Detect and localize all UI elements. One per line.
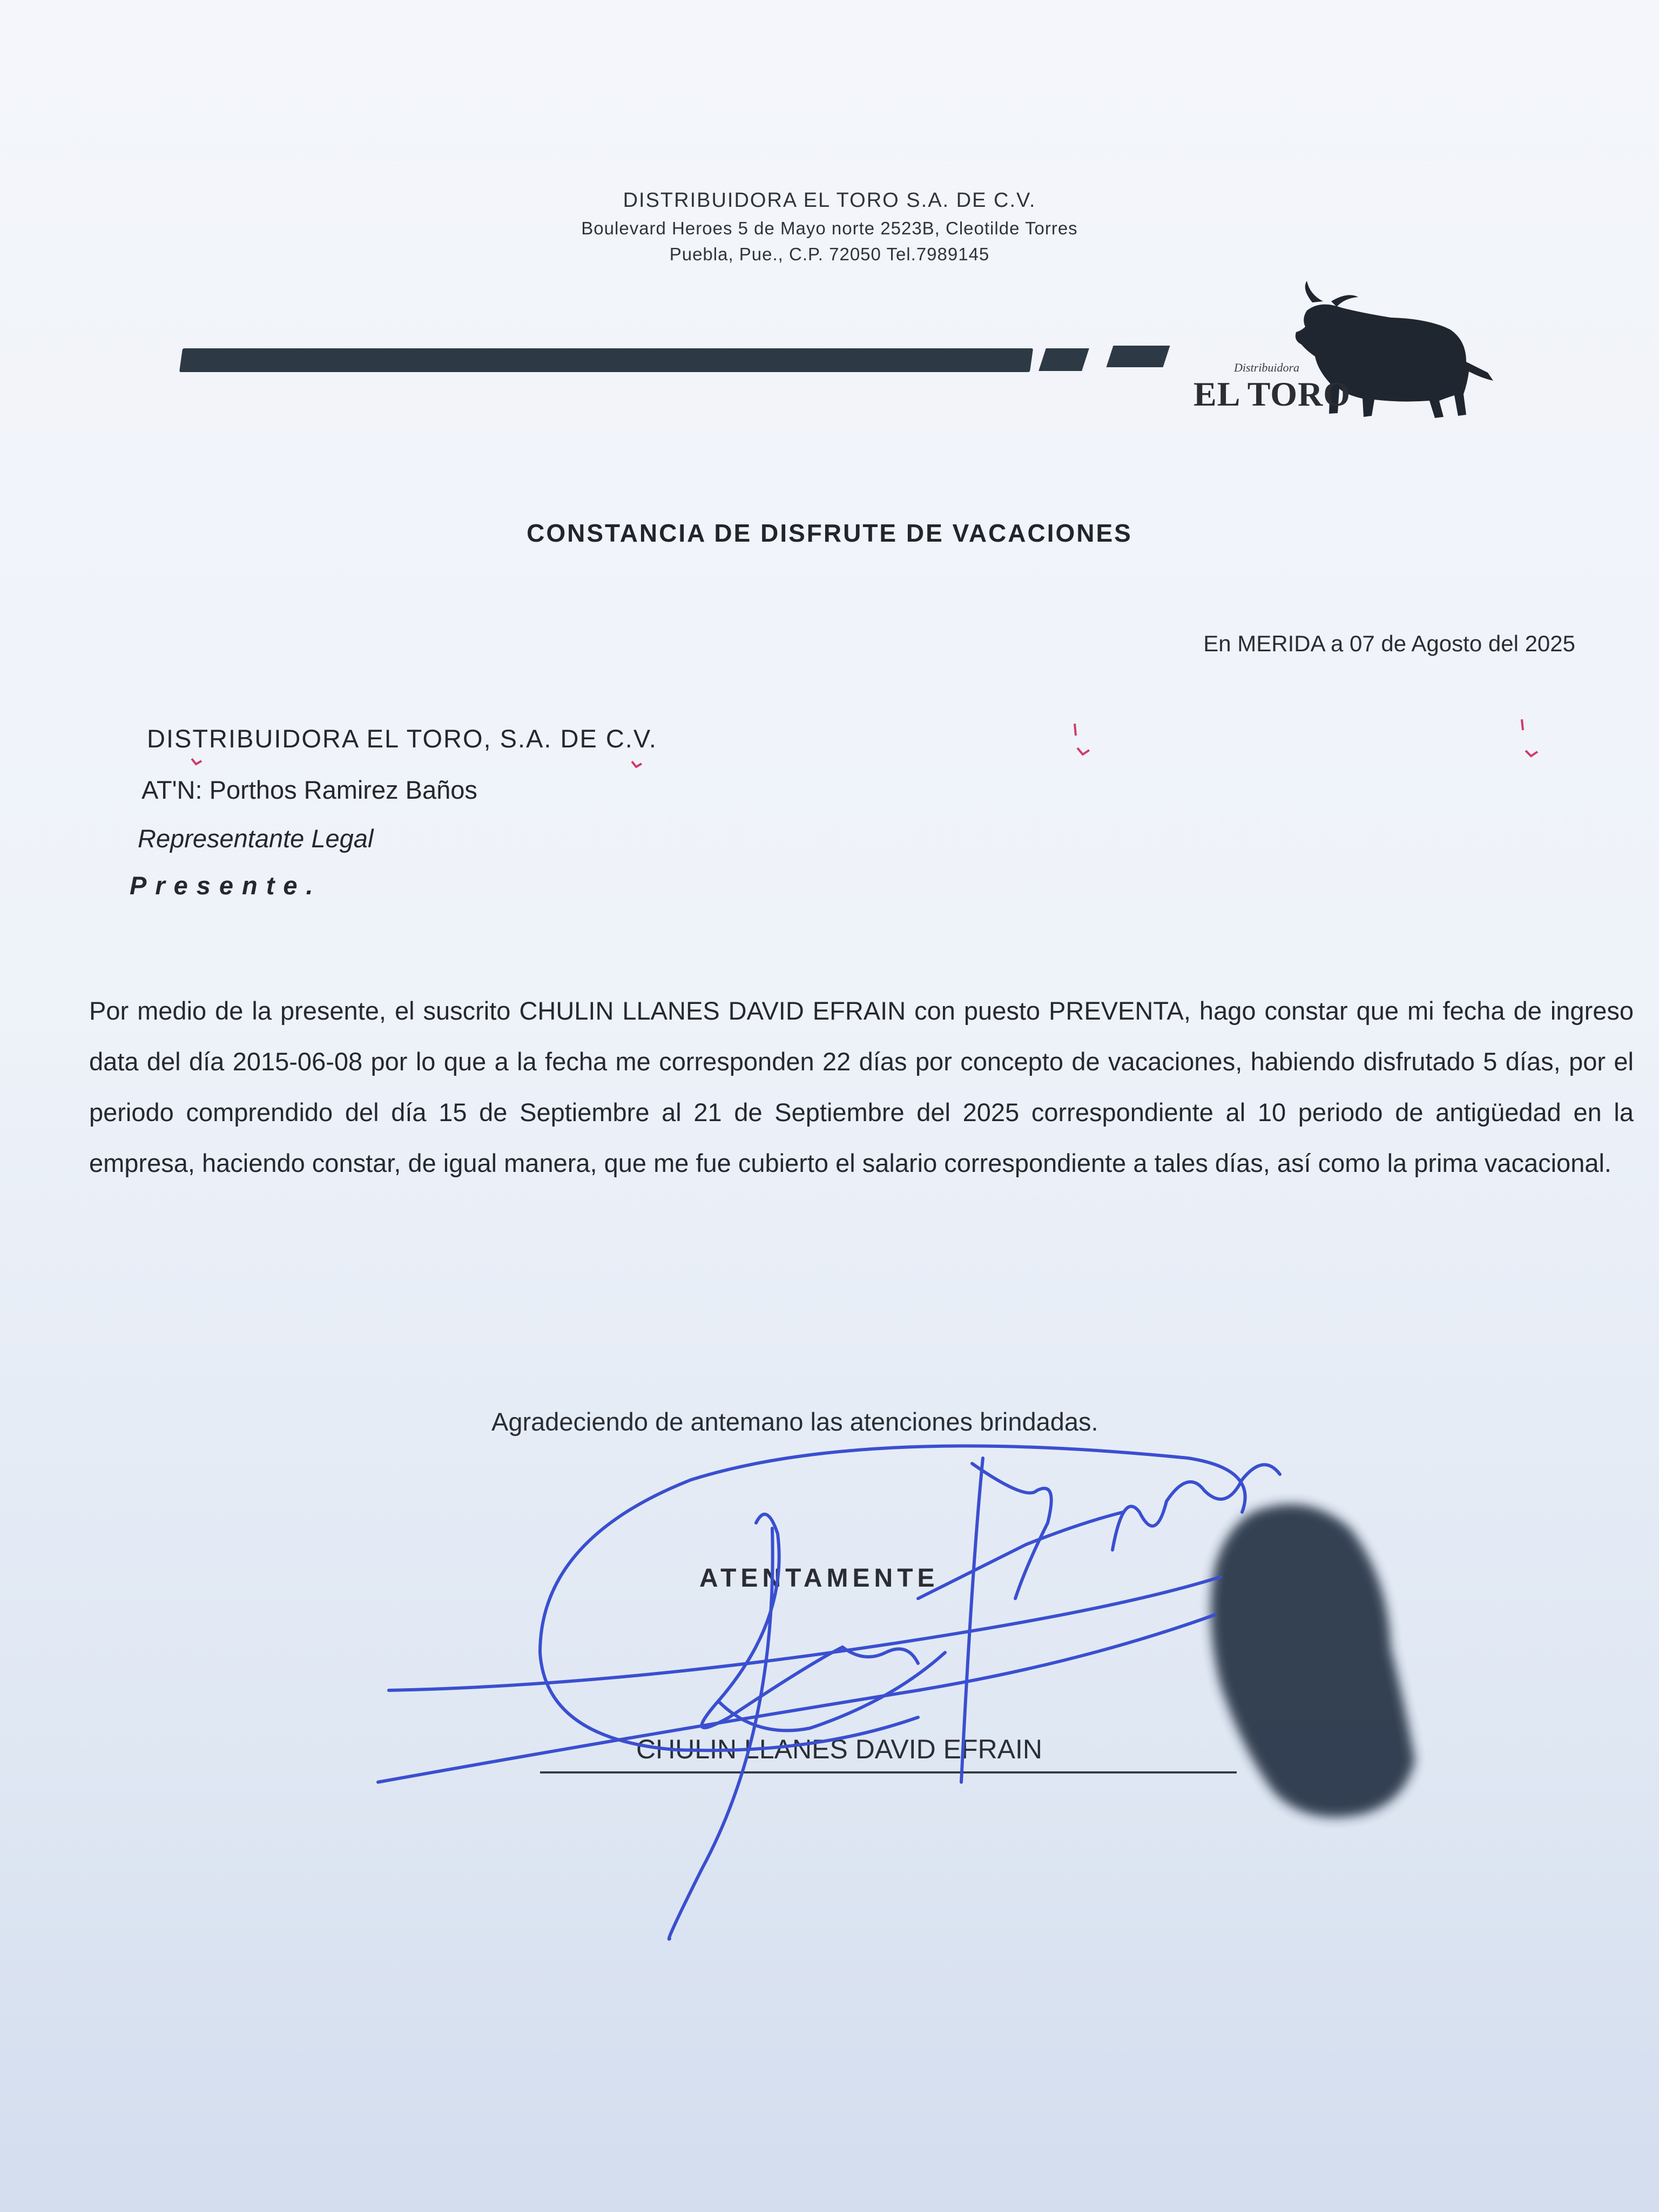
header-stripe-dash	[1038, 348, 1089, 371]
header-stripe	[179, 348, 1033, 372]
sign-off: ATENTAMENTE	[699, 1564, 939, 1593]
addressee-attention: AT'N: Porthos Ramirez Baños	[141, 775, 477, 804]
closing-line: Agradeciendo de antemano las atenciones brindadas.	[491, 1407, 1098, 1436]
signer-name: CHULIN LLANES DAVID EFRAIN	[636, 1734, 1043, 1764]
body-paragraph: Por medio de la presente, el suscrito CHULIN LLANES DAVID EFRAIN con puesto PREVENTA, hago constar que mi fecha de ingreso data del día 2015-06-08 por lo que a la fecha me corresponden 22 días por concepto de vacaciones, habiendo disfrutado 5 días, por el periodo comprendido del día 15 de Septiembre al 21 de Septiembre del 2025 correspondiente al 10 periodo de antigüedad en la empresa, haciendo constar, de igual manera, que me fue cubierto el salario correspondiente a tales días, así como la prima vacacional.	[89, 996, 1634, 1177]
signature-line	[540, 1771, 1237, 1773]
logo-text: EL TORO	[1193, 375, 1351, 413]
addressee-presente: Presente.	[130, 871, 322, 900]
company-address-line2: Puebla, Pue., C.P. 72050 Tel.7989145	[669, 244, 990, 264]
company-address-line1: Boulevard Heroes 5 de Mayo norte 2523B, Cleotilde Torres	[581, 218, 1078, 238]
company-header: DISTRIBUIDORA EL TORO S.A. DE C.V.	[623, 189, 1036, 212]
addressee-company: DISTRIBUIDORA EL TORO, S.A. DE C.V.	[147, 724, 657, 753]
date-line: En MERIDA a 07 de Agosto del 2025	[1203, 631, 1575, 656]
header-stripe-dash	[1107, 346, 1170, 367]
thumbprint	[1211, 1504, 1415, 1817]
addressee-role: Representante Legal	[138, 824, 374, 853]
logo-small-text: Distribuidora	[1234, 361, 1300, 374]
document-title: CONSTANCIA DE DISFRUTE DE VACACIONES	[527, 519, 1132, 547]
